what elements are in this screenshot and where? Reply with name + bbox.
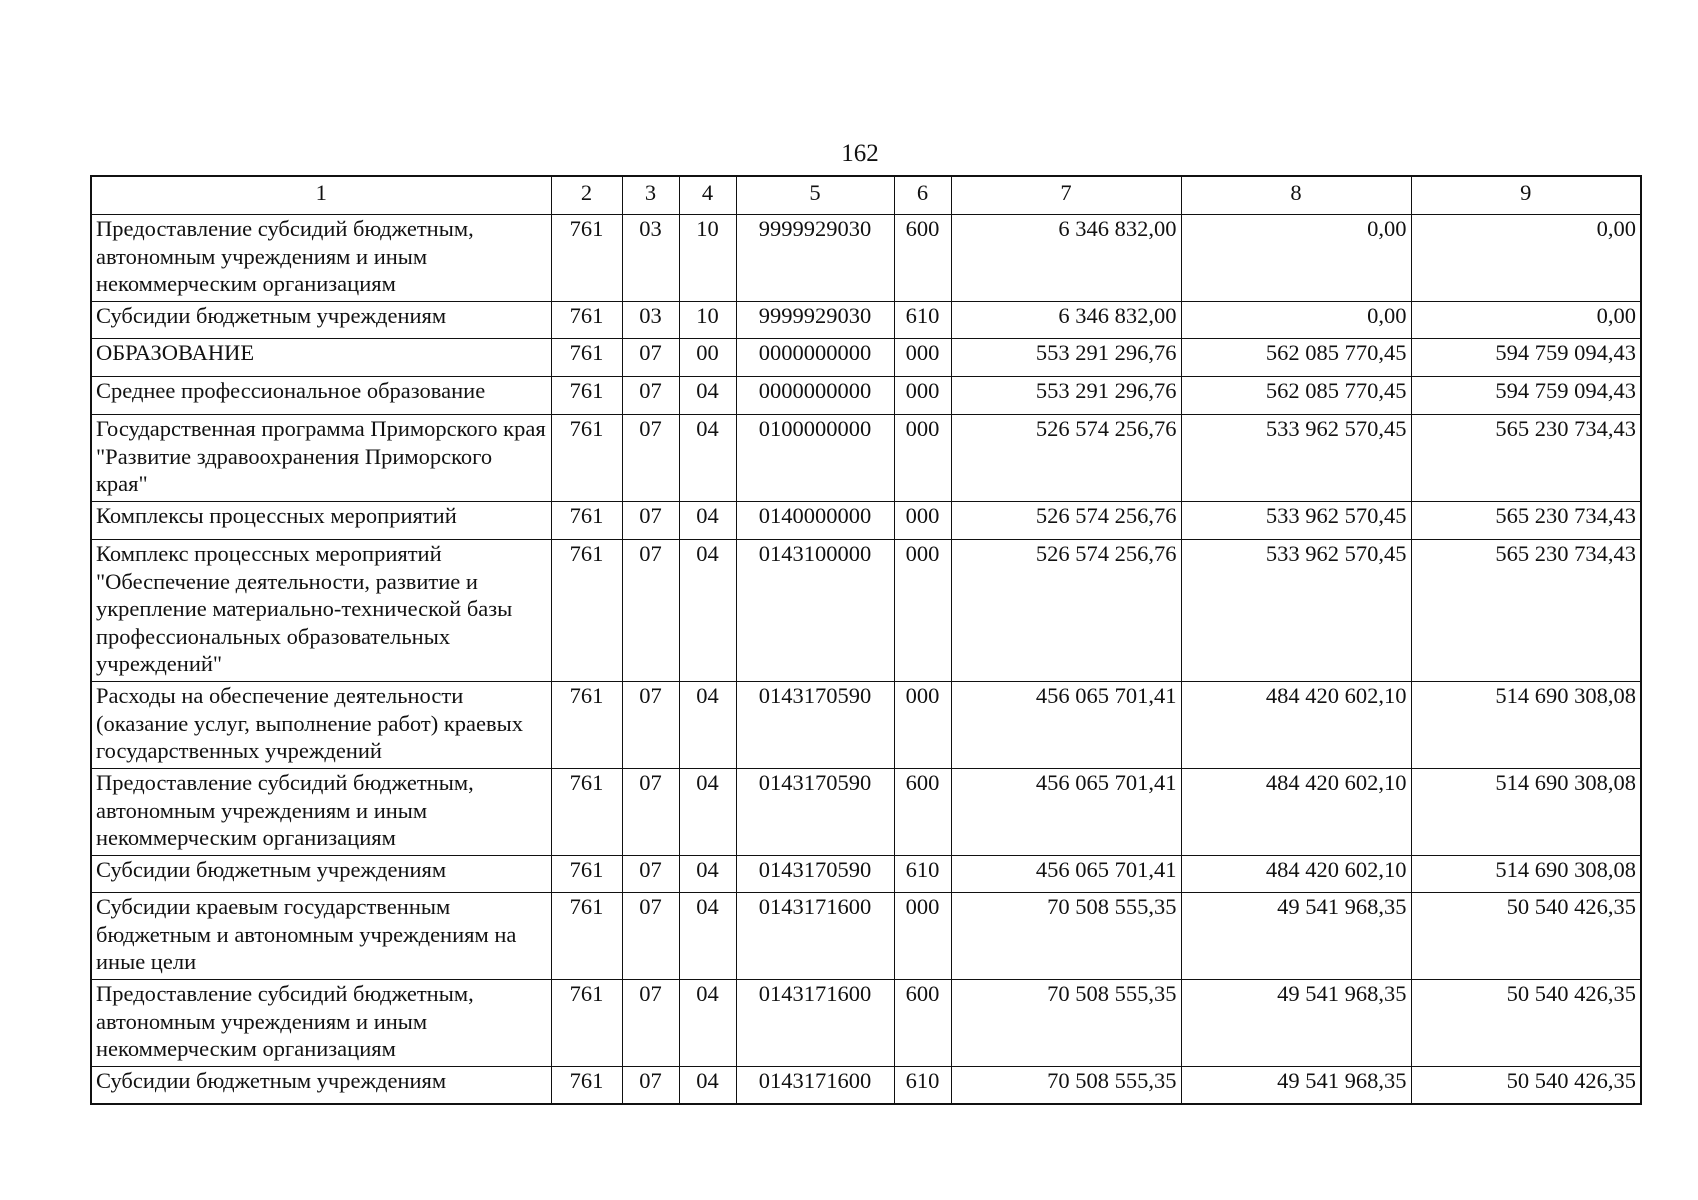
amount-col-8: 533 962 570,45 (1181, 415, 1411, 502)
amount-col-7: 553 291 296,76 (951, 339, 1181, 377)
column-header-6: 6 (894, 176, 951, 215)
subsection-code: 10 (679, 215, 736, 302)
amount-col-7: 526 574 256,76 (951, 415, 1181, 502)
amount-col-7: 526 574 256,76 (951, 502, 1181, 540)
page-number: 162 (841, 140, 879, 167)
table-body (91, 215, 1641, 1104)
subsection-code: 10 (679, 302, 736, 339)
row-name: Расходы на обеспечение деятельности (оказание услуг, выполнение работ) краевых государственных учреждений (91, 682, 551, 769)
expense-type-code: 610 (894, 856, 951, 893)
table-row (91, 377, 1641, 415)
target-article-code: 0143170590 (736, 856, 894, 893)
table-row (91, 769, 1641, 856)
expense-type-code: 000 (894, 502, 951, 540)
ministry-code: 761 (551, 893, 622, 980)
amount-col-8: 484 420 602,10 (1181, 682, 1411, 769)
subsection-code: 04 (679, 377, 736, 415)
row-name: ОБРАЗОВАНИЕ (91, 339, 551, 377)
column-number-row (91, 176, 1641, 215)
subsection-code: 04 (679, 682, 736, 769)
amount-col-9: 0,00 (1411, 302, 1641, 339)
amount-col-9: 594 759 094,43 (1411, 377, 1641, 415)
amount-col-8: 562 085 770,45 (1181, 377, 1411, 415)
expense-type-code: 610 (894, 1067, 951, 1104)
amount-col-9: 565 230 734,43 (1411, 540, 1641, 682)
column-header-7: 7 (951, 176, 1181, 215)
row-name: Субсидии бюджетным учреждениям (91, 1067, 551, 1104)
expense-type-code: 600 (894, 769, 951, 856)
ministry-code: 761 (551, 377, 622, 415)
ministry-code: 761 (551, 540, 622, 682)
column-header-5: 5 (736, 176, 894, 215)
ministry-code: 761 (551, 302, 622, 339)
amount-col-7: 70 508 555,35 (951, 980, 1181, 1067)
amount-col-7: 526 574 256,76 (951, 540, 1181, 682)
column-header-8: 8 (1181, 176, 1411, 215)
section-code: 07 (622, 415, 679, 502)
budget-table (90, 175, 1642, 1105)
target-article-code: 9999929030 (736, 302, 894, 339)
subsection-code: 04 (679, 1067, 736, 1104)
table-row (91, 856, 1641, 893)
ministry-code: 761 (551, 502, 622, 540)
section-code: 07 (622, 769, 679, 856)
amount-col-9: 514 690 308,08 (1411, 682, 1641, 769)
amount-col-9: 50 540 426,35 (1411, 893, 1641, 980)
row-name: Предоставление субсидий бюджетным, автономным учреждениям и иным некоммерческим организациям (91, 215, 551, 302)
row-name: Среднее профессиональное образование (91, 377, 551, 415)
expense-type-code: 600 (894, 980, 951, 1067)
amount-col-9: 565 230 734,43 (1411, 415, 1641, 502)
target-article-code: 0143170590 (736, 769, 894, 856)
amount-col-9: 594 759 094,43 (1411, 339, 1641, 377)
expense-type-code: 000 (894, 377, 951, 415)
amount-col-8: 533 962 570,45 (1181, 502, 1411, 540)
subsection-code: 04 (679, 980, 736, 1067)
expense-type-code: 000 (894, 540, 951, 682)
amount-col-9: 50 540 426,35 (1411, 980, 1641, 1067)
row-name: Комплекс процессных мероприятий "Обеспечение деятельности, развитие и укрепление материально-технической базы профессиональных образовательных учреждений" (91, 540, 551, 682)
amount-col-8: 49 541 968,35 (1181, 980, 1411, 1067)
amount-col-9: 565 230 734,43 (1411, 502, 1641, 540)
amount-col-9: 0,00 (1411, 215, 1641, 302)
amount-col-7: 456 065 701,41 (951, 769, 1181, 856)
amount-col-7: 456 065 701,41 (951, 682, 1181, 769)
table-row (91, 302, 1641, 339)
target-article-code: 9999929030 (736, 215, 894, 302)
table-row (91, 1067, 1641, 1104)
column-header-1: 1 (91, 176, 551, 215)
amount-col-8: 484 420 602,10 (1181, 856, 1411, 893)
expense-type-code: 000 (894, 893, 951, 980)
target-article-code: 0143170590 (736, 682, 894, 769)
section-code: 07 (622, 377, 679, 415)
row-name: Предоставление субсидий бюджетным, автономным учреждениям и иным некоммерческим организациям (91, 769, 551, 856)
expense-type-code: 000 (894, 682, 951, 769)
row-name: Субсидии краевым государственным бюджетным и автономным учреждениям на иные цели (91, 893, 551, 980)
amount-col-8: 0,00 (1181, 302, 1411, 339)
section-code: 07 (622, 682, 679, 769)
row-name: Субсидии бюджетным учреждениям (91, 302, 551, 339)
amount-col-8: 0,00 (1181, 215, 1411, 302)
subsection-code: 04 (679, 540, 736, 682)
expense-type-code: 000 (894, 339, 951, 377)
amount-col-7: 6 346 832,00 (951, 215, 1181, 302)
subsection-code: 04 (679, 415, 736, 502)
amount-col-7: 456 065 701,41 (951, 856, 1181, 893)
section-code: 07 (622, 540, 679, 682)
ministry-code: 761 (551, 769, 622, 856)
amount-col-8: 49 541 968,35 (1181, 1067, 1411, 1104)
section-code: 07 (622, 339, 679, 377)
amount-col-9: 514 690 308,08 (1411, 769, 1641, 856)
section-code: 03 (622, 302, 679, 339)
target-article-code: 0143100000 (736, 540, 894, 682)
subsection-code: 00 (679, 339, 736, 377)
section-code: 07 (622, 502, 679, 540)
amount-col-7: 70 508 555,35 (951, 893, 1181, 980)
amount-col-9: 50 540 426,35 (1411, 1067, 1641, 1104)
ministry-code: 761 (551, 682, 622, 769)
table-row (91, 215, 1641, 302)
column-header-3: 3 (622, 176, 679, 215)
column-header-4: 4 (679, 176, 736, 215)
ministry-code: 761 (551, 856, 622, 893)
expense-type-code: 610 (894, 302, 951, 339)
row-name: Субсидии бюджетным учреждениям (91, 856, 551, 893)
section-code: 07 (622, 980, 679, 1067)
table-row (91, 540, 1641, 682)
subsection-code: 04 (679, 769, 736, 856)
row-name: Предоставление субсидий бюджетным, автономным учреждениям и иным некоммерческим организациям (91, 980, 551, 1067)
target-article-code: 0000000000 (736, 339, 894, 377)
amount-col-8: 484 420 602,10 (1181, 769, 1411, 856)
section-code: 07 (622, 893, 679, 980)
table-row (91, 893, 1641, 980)
amount-col-8: 533 962 570,45 (1181, 540, 1411, 682)
column-header-2: 2 (551, 176, 622, 215)
target-article-code: 0143171600 (736, 1067, 894, 1104)
subsection-code: 04 (679, 893, 736, 980)
amount-col-7: 6 346 832,00 (951, 302, 1181, 339)
table-row (91, 415, 1641, 502)
subsection-code: 04 (679, 856, 736, 893)
section-code: 07 (622, 1067, 679, 1104)
table-row (91, 980, 1641, 1067)
target-article-code: 0000000000 (736, 377, 894, 415)
column-header-9: 9 (1411, 176, 1641, 215)
amount-col-8: 562 085 770,45 (1181, 339, 1411, 377)
table-row (91, 502, 1641, 540)
target-article-code: 0140000000 (736, 502, 894, 540)
ministry-code: 761 (551, 1067, 622, 1104)
amount-col-8: 49 541 968,35 (1181, 893, 1411, 980)
amount-col-7: 553 291 296,76 (951, 377, 1181, 415)
amount-col-7: 70 508 555,35 (951, 1067, 1181, 1104)
expense-type-code: 000 (894, 415, 951, 502)
subsection-code: 04 (679, 502, 736, 540)
target-article-code: 0100000000 (736, 415, 894, 502)
table-row (91, 682, 1641, 769)
section-code: 07 (622, 856, 679, 893)
row-name: Государственная программа Приморского края "Развитие здравоохранения Приморского края" (91, 415, 551, 502)
target-article-code: 0143171600 (736, 980, 894, 1067)
table-row (91, 339, 1641, 377)
target-article-code: 0143171600 (736, 893, 894, 980)
amount-col-9: 514 690 308,08 (1411, 856, 1641, 893)
section-code: 03 (622, 215, 679, 302)
ministry-code: 761 (551, 415, 622, 502)
ministry-code: 761 (551, 339, 622, 377)
row-name: Комплексы процессных мероприятий (91, 502, 551, 540)
ministry-code: 761 (551, 980, 622, 1067)
expense-type-code: 600 (894, 215, 951, 302)
ministry-code: 761 (551, 215, 622, 302)
